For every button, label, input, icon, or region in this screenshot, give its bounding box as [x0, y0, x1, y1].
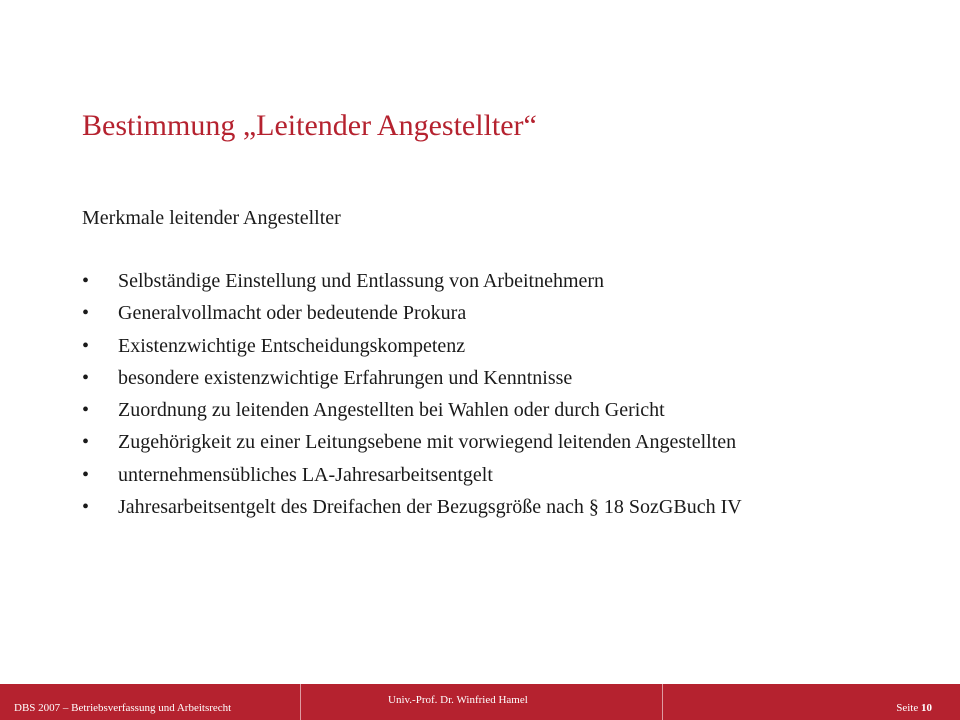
- list-item: [82, 362, 742, 394]
- list-item: [82, 491, 742, 523]
- list-item: [82, 265, 742, 297]
- list-item: [82, 394, 742, 426]
- bullet-icon: •: [82, 496, 90, 519]
- list-item: [82, 426, 742, 458]
- bullet-icon: •: [82, 431, 90, 454]
- page-number: 10: [921, 702, 932, 714]
- bullet-icon: •: [82, 302, 90, 325]
- footer-page: [896, 690, 932, 720]
- footer-divider: [300, 684, 301, 720]
- bullet-list: [82, 265, 742, 523]
- bullet-text: Zugehörigkeit zu einer Leitungsebene mit vorwiegend leitenden Angestellten: [118, 431, 737, 454]
- bullet-icon: •: [82, 270, 90, 292]
- slide-title: Bestimmung „Leitender Angestellter“: [82, 109, 537, 142]
- footer-bar: [0, 684, 960, 720]
- bullet-text: besondere existenzwichtige Erfahrungen und Kenntnisse: [118, 366, 573, 389]
- bullet-text: unternehmensübliches LA-Jahresarbeitsentgelt: [118, 463, 493, 486]
- list-item: [82, 297, 742, 329]
- bullet-icon: •: [82, 366, 90, 389]
- bullet-text: Selbständige Einstellung und Entlassung von Arbeitnehmern: [118, 270, 605, 292]
- footer-course: DBS 2007 – Betriebsverfassung und Arbeitsrecht: [14, 702, 232, 714]
- bullet-text: Existenzwichtige Entscheidungskompetenz: [118, 334, 466, 357]
- list-item: [82, 459, 742, 491]
- slide-subtitle: Merkmale leitender Angestellter: [82, 207, 341, 229]
- footer-author: Univ.-Prof. Dr. Winfried Hamel: [388, 694, 528, 706]
- footer-divider: [662, 684, 663, 720]
- bullet-icon: •: [82, 463, 90, 486]
- bullet-icon: •: [82, 334, 90, 357]
- list-item: [82, 330, 742, 362]
- bullet-text: Zuordnung zu leitenden Angestellten bei Wahlen oder durch Gericht: [118, 399, 665, 422]
- page-label: Seite: [896, 702, 919, 714]
- bullet-text: Jahresarbeitsentgelt des Dreifachen der Bezugsgröße nach § 18 SozGBuch IV: [118, 496, 742, 519]
- bullet-icon: •: [82, 399, 90, 422]
- bullet-text: Generalvollmacht oder bedeutende Prokura: [118, 302, 467, 325]
